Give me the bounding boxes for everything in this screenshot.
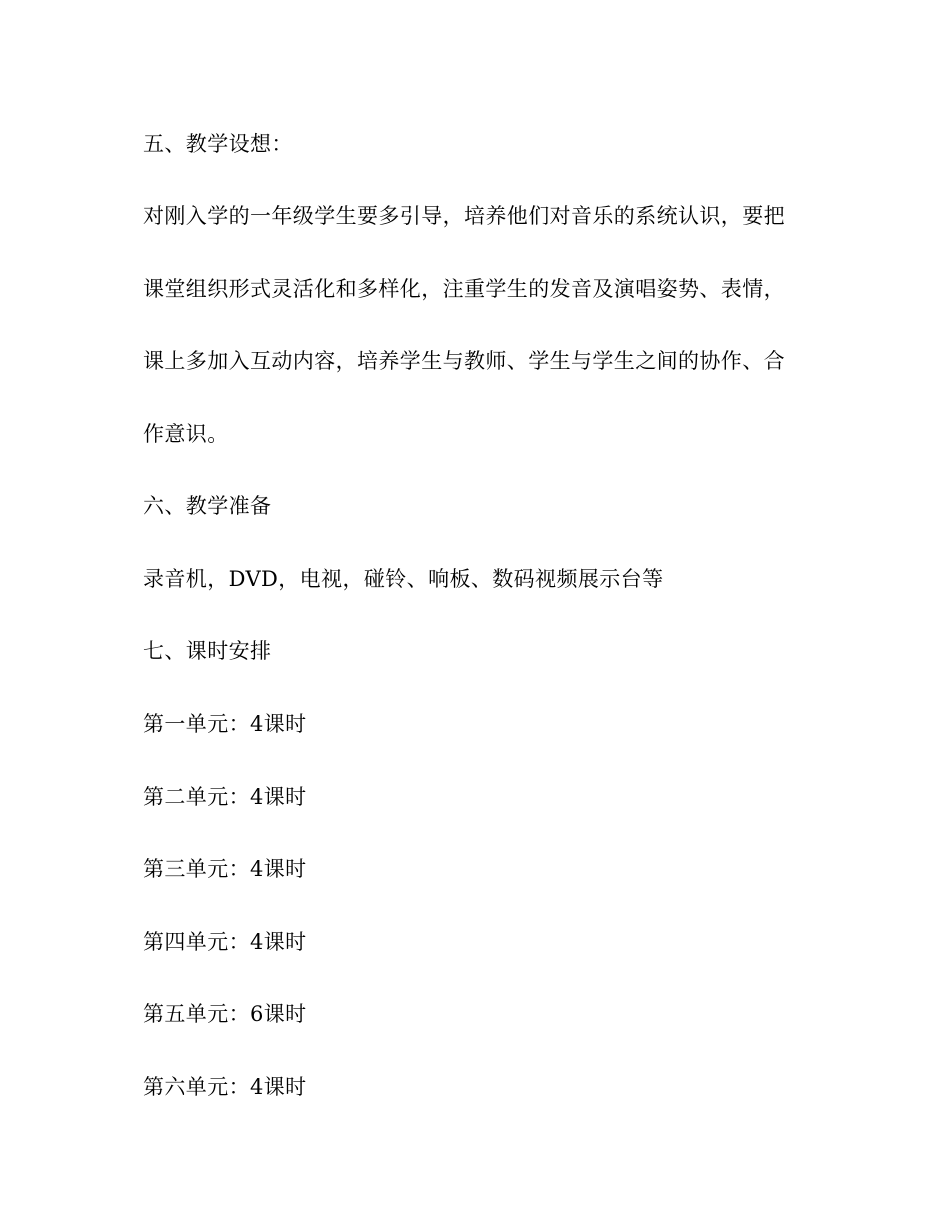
preparation-content: 录音机，DVD，电视，碰铃、响板、数码视频展示台等 (143, 567, 664, 591)
schedule-unit-5: 第五单元：6课时 (143, 1002, 307, 1026)
schedule-unit-3: 第三单元：4课时 (143, 857, 307, 881)
paragraph-line-3: 课上多加入互动内容，培养学生与教师、学生与学生之间的协作、合 (143, 349, 785, 373)
schedule-unit-6: 第六单元：4课时 (143, 1075, 307, 1099)
section-heading-teaching-plan: 五、教学设想： (143, 132, 293, 156)
paragraph-line-1: 对刚入学的一年级学生要多引导，培养他们对音乐的系统认识，要把 (143, 204, 785, 228)
schedule-unit-2: 第二单元：4课时 (143, 785, 307, 809)
paragraph-line-4: 作意识。 (143, 422, 229, 446)
paragraph-line-2: 课堂组织形式灵活化和多样化，注重学生的发音及演唱姿势、表情， (143, 277, 785, 301)
schedule-unit-1: 第一单元：4课时 (143, 712, 307, 736)
schedule-unit-4: 第四单元：4课时 (143, 930, 307, 954)
section-heading-preparation: 六、教学准备 (143, 494, 272, 518)
section-heading-schedule: 七、课时安排 (143, 639, 272, 663)
